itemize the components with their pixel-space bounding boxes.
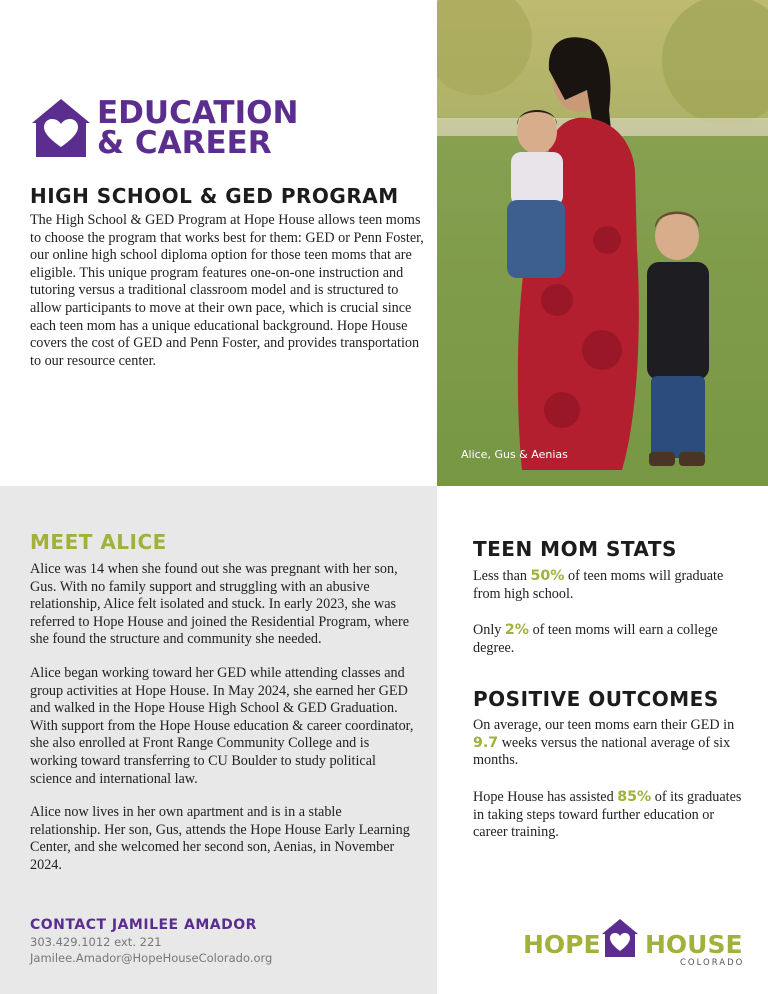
contact-email[interactable]: Jamilee.Amador@HopeHouseColorado.org	[30, 951, 273, 965]
outcome-ged-time	[473, 717, 743, 770]
story-paragraph-2: Alice began working toward her GED while attending classes and group activities at Hope House. In May 2024, she earned her GED and walked in the Hope House High School & GED Graduation. With support from the Hope House education & career coordinator, she also enrolled at Front Range Community College and is working toward transferring to CU Boulder to study political science and international law.	[30, 664, 414, 787]
photo-caption: Alice, Gus & Aenias	[461, 448, 568, 461]
outcome2-pre: Hope House has assisted	[473, 789, 618, 805]
stats-title: TEEN MOM STATS	[473, 537, 677, 561]
house-heart-icon	[30, 97, 92, 159]
program-description: The High School & GED Program at Hope House allows teen moms to choose the program that works best for them: GED or Penn Foster, our online high school diploma option for those teen moms that are eligible. This unique program features one-on-one instruction and tutoring versus a traditional classroom model and is structured to allow participants to move at their own pace, which is crucial since each teen mom has a unique educational background. Hope House covers the cost of GED and Penn Foster, and provides transportation to our resource center.	[30, 212, 424, 369]
stat2-value: 2%	[504, 622, 530, 638]
stat-college	[473, 622, 743, 657]
hope-house-logo-subtitle: COLORADO	[680, 958, 745, 968]
stat-graduation	[473, 568, 743, 603]
family-photo	[437, 0, 768, 486]
contact-title: CONTACT JAMILEE AMADOR	[30, 917, 257, 933]
section-logo-text	[97, 95, 299, 161]
contact-phone[interactable]: 303.429.1012 ext. 221	[30, 935, 162, 949]
stat2-pre: Only	[473, 622, 505, 638]
stat1-pre: Less than	[473, 568, 531, 584]
outcome2-post: of its graduates in taking steps toward further education or career training.	[473, 789, 742, 841]
hope-house-logo-right: HOUSE	[645, 930, 743, 959]
story-paragraph-1: Alice was 14 when she found out she was pregnant with her son, Gus. With no family support and struggling with an abusive relationship, Alice felt isolated and stuck. In early 2023, she was referred to Hope House and joined the Residential Program, where she found the structure and community she needed.	[30, 561, 409, 648]
outcomes-title: POSITIVE OUTCOMES	[473, 687, 719, 711]
hope-house-logo-left: HOPE	[523, 930, 601, 959]
stat1-value: 50%	[530, 568, 565, 584]
outcome-further-education	[473, 789, 743, 842]
program-title: HIGH SCHOOL & GED PROGRAM	[30, 184, 399, 208]
stat1-post: of teen moms will graduate from high school.	[473, 568, 724, 602]
hope-house-heart-icon	[601, 918, 639, 958]
story-paragraph-3: Alice now lives in her own apartment and is in a stable relationship. Her son, Gus, attends the Hope House Early Learning Center, and she welcomed her second son, Aenias, in November 2024.	[30, 804, 410, 873]
outcome1-value: 9.7	[473, 734, 499, 751]
alice-story	[30, 561, 415, 891]
outcome1-post: weeks versus the national average of six months.	[473, 734, 731, 769]
logo-line-2: & CAREER	[97, 125, 272, 161]
logo-line-1: EDUCATION	[97, 95, 299, 131]
outcome2-value: 85%	[617, 789, 652, 805]
meet-alice-title: MEET ALICE	[30, 530, 167, 554]
outcome1-pre: On average, our teen moms earn their GED in	[473, 717, 735, 733]
stat2-post: of teen moms will earn a college degree.	[473, 622, 718, 656]
